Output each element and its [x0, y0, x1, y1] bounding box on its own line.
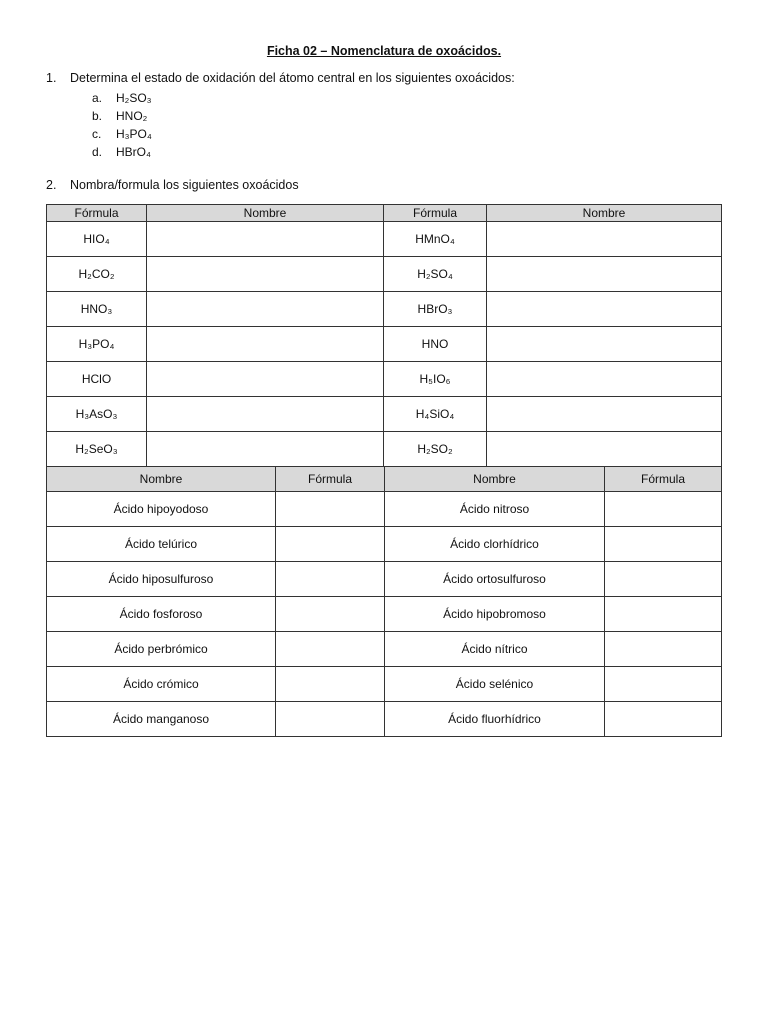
answer-formula-cell[interactable] [605, 527, 722, 562]
table-row [47, 562, 722, 597]
list-item-letter: d. [92, 145, 103, 159]
answer-name-cell[interactable] [147, 397, 384, 432]
list-item [92, 89, 152, 107]
acid-name-cell: Ácido fluorhídrico [385, 702, 605, 737]
answer-name-cell[interactable] [487, 327, 722, 362]
column-header-formula: Fórmula [47, 205, 147, 222]
table-header-row [47, 467, 722, 492]
question-1-text: Determina el estado de oxidación del átomo central en los siguientes oxoácidos: [70, 71, 515, 85]
formula-cell: H₂CO₂ [47, 257, 147, 292]
acid-name-cell: Ácido selénico [385, 667, 605, 702]
acid-name-cell: Ácido hipoyodoso [47, 492, 276, 527]
question-1 [46, 71, 515, 85]
table-row [47, 257, 722, 292]
table-row [47, 667, 722, 702]
acid-name-cell: Ácido nitroso [385, 492, 605, 527]
question-1-number: 1. [46, 71, 57, 85]
answer-name-cell[interactable] [147, 257, 384, 292]
formula-cell: HNO [384, 327, 487, 362]
column-header-name: Nombre [487, 205, 722, 222]
table-row [47, 632, 722, 667]
table-row [47, 527, 722, 562]
answer-name-cell[interactable] [487, 292, 722, 327]
table-row [47, 362, 722, 397]
acid-name-cell: Ácido crómico [47, 667, 276, 702]
column-header-name: Nombre [385, 467, 605, 492]
formula-cell: H₃PO₄ [47, 327, 147, 362]
answer-formula-cell[interactable] [276, 527, 385, 562]
column-header-formula: Fórmula [276, 467, 385, 492]
answer-name-cell[interactable] [147, 362, 384, 397]
formula-cell: HIO₄ [47, 222, 147, 257]
page-title: Ficha 02 – Nomenclatura de oxoácidos. [266, 44, 502, 58]
acid-name-cell: Ácido clorhídrico [385, 527, 605, 562]
oxidation-state-list [92, 89, 152, 161]
answer-name-cell[interactable] [147, 222, 384, 257]
answer-name-cell[interactable] [487, 397, 722, 432]
table-row [47, 702, 722, 737]
acid-name-cell: Ácido manganoso [47, 702, 276, 737]
table-row [47, 397, 722, 432]
table-row [47, 292, 722, 327]
formula-cell: H₂SO₄ [384, 257, 487, 292]
table-row [47, 432, 722, 467]
table-header-row [47, 205, 722, 222]
acid-name-cell: Ácido perbrómico [47, 632, 276, 667]
acid-name-cell: Ácido hipobromoso [385, 597, 605, 632]
formula-cell: HMnO₄ [384, 222, 487, 257]
answer-formula-cell[interactable] [276, 702, 385, 737]
acid-name-cell: Ácido fosforoso [47, 597, 276, 632]
list-item-formula: HNO₂ [116, 109, 148, 123]
list-item [92, 143, 152, 161]
formula-cell: H₃AsO₃ [47, 397, 147, 432]
answer-formula-cell[interactable] [605, 492, 722, 527]
acid-name-cell: Ácido hiposulfuroso [47, 562, 276, 597]
acid-name-cell: Ácido telúrico [47, 527, 276, 562]
answer-formula-cell[interactable] [605, 702, 722, 737]
formula-cell: H₂SeO₃ [47, 432, 147, 467]
acid-name-cell: Ácido nítrico [385, 632, 605, 667]
table-row [47, 222, 722, 257]
list-item [92, 125, 152, 143]
column-header-name: Nombre [47, 467, 276, 492]
formula-cell: H₂SO₂ [384, 432, 487, 467]
answer-name-cell[interactable] [487, 222, 722, 257]
answer-formula-cell[interactable] [605, 632, 722, 667]
column-header-formula: Fórmula [605, 467, 722, 492]
list-item-letter: a. [92, 91, 103, 105]
answer-name-cell[interactable] [487, 432, 722, 467]
answer-name-cell[interactable] [147, 327, 384, 362]
formula-cell: HNO₃ [47, 292, 147, 327]
list-item-formula: HBrO₄ [116, 145, 151, 159]
column-header-name: Nombre [147, 205, 384, 222]
acid-name-cell: Ácido ortosulfuroso [385, 562, 605, 597]
table-row [47, 327, 722, 362]
answer-formula-cell[interactable] [276, 492, 385, 527]
answer-name-cell[interactable] [147, 292, 384, 327]
list-item-letter: b. [92, 109, 103, 123]
list-item-letter: c. [92, 127, 102, 141]
formula-cell: HBrO₃ [384, 292, 487, 327]
answer-name-cell[interactable] [487, 257, 722, 292]
answer-formula-cell[interactable] [276, 667, 385, 702]
answer-formula-cell[interactable] [605, 562, 722, 597]
answer-formula-cell[interactable] [276, 562, 385, 597]
answer-formula-cell[interactable] [276, 597, 385, 632]
answer-name-cell[interactable] [487, 362, 722, 397]
column-header-formula: Fórmula [384, 205, 487, 222]
formula-to-name-table [46, 204, 722, 467]
list-item-formula: H₃PO₄ [116, 127, 152, 141]
list-item [92, 107, 152, 125]
name-to-formula-table [46, 466, 722, 737]
answer-formula-cell[interactable] [276, 632, 385, 667]
list-item-formula: H₂SO₃ [116, 91, 152, 105]
table-row [47, 492, 722, 527]
formula-cell: HClO [47, 362, 147, 397]
answer-formula-cell[interactable] [605, 667, 722, 702]
question-2-text: Nombra/formula los siguientes oxoácidos [70, 178, 299, 192]
question-2 [46, 178, 299, 192]
question-2-number: 2. [46, 178, 57, 192]
formula-cell: H₅IO₆ [384, 362, 487, 397]
answer-name-cell[interactable] [147, 432, 384, 467]
formula-cell: H₄SiO₄ [384, 397, 487, 432]
table-row [47, 597, 722, 632]
answer-formula-cell[interactable] [605, 597, 722, 632]
